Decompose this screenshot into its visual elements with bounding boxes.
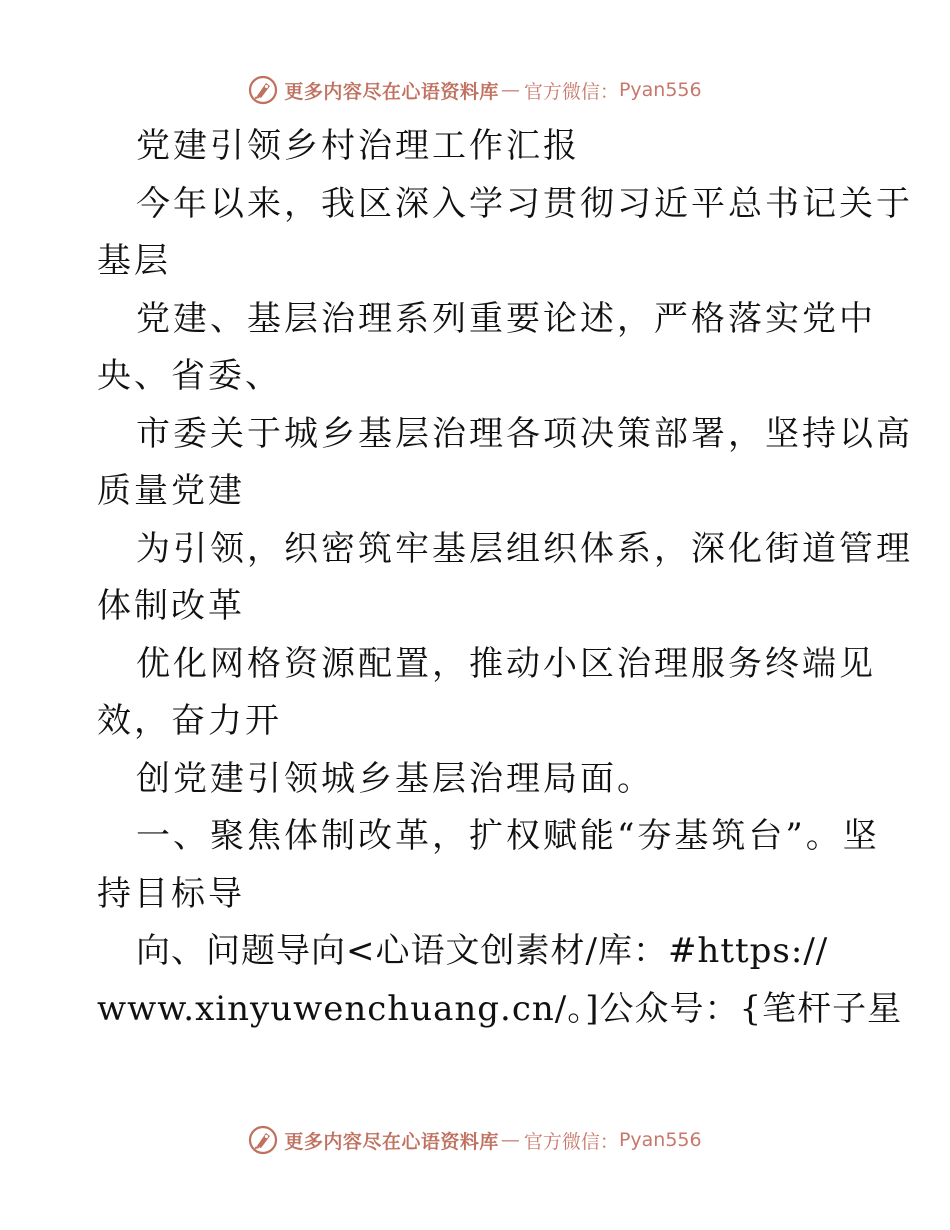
paragraph-line: 体制改革 — [97, 586, 245, 626]
watermark-wechat-handle: Pyan556 — [618, 79, 702, 101]
header-watermark-banner — [0, 70, 950, 110]
paragraph-line: 向、问题导向<心语文创素材/库：#https:// — [136, 931, 829, 971]
watermark-site-text: 更多内容尽在心语资料库 — [284, 1130, 499, 1153]
watermark-site-text: 更多内容尽在心语资料库 — [284, 80, 499, 103]
paragraph-line: 今年以来，我区深入学习贯彻习近平总书记关于 — [136, 183, 913, 224]
pen-nib-logo-icon — [248, 75, 278, 105]
paragraph-line: 创党建引领城乡基层治理局面。 — [136, 758, 654, 799]
paragraph-line: 优化网格资源配置，推动小区治理服务终端见 — [136, 643, 876, 684]
paragraph-line: 基层 — [97, 241, 171, 281]
document-title: 党建引领乡村治理工作汇报 — [136, 126, 580, 166]
pen-nib-logo-icon — [248, 1125, 278, 1155]
paragraph-line: 质量党建 — [97, 471, 245, 511]
watermark-wechat-handle: Pyan556 — [618, 1129, 702, 1151]
paragraph-line: 市委关于城乡基层治理各项决策部署，坚持以高 — [136, 413, 913, 454]
paragraph-line: 党建、基层治理系列重要论述，严格落实党中 — [136, 298, 876, 339]
watermark-wechat-label: 官方微信： — [523, 1130, 619, 1153]
document-body — [97, 118, 913, 1038]
watermark-separator: — — [500, 1129, 520, 1151]
paragraph-line: 为引领，织密筑牢基层组织体系，深化街道管理 — [136, 528, 913, 569]
footer-watermark-banner — [0, 1120, 950, 1160]
section-heading-line: 一、聚焦体制改革，扩权赋能“夯基筑台”。坚 — [136, 816, 880, 856]
watermark-wechat-label: 官方微信： — [523, 80, 619, 103]
paragraph-line: www.xinyuwenchuang.cn/。]公众号：{笔杆子星 — [97, 988, 903, 1029]
paragraph-line: 持目标导 — [97, 873, 245, 914]
watermark-separator: — — [500, 79, 520, 101]
paragraph-line: 效，奋力开 — [97, 701, 282, 741]
paragraph-line: 央、省委、 — [97, 356, 282, 396]
